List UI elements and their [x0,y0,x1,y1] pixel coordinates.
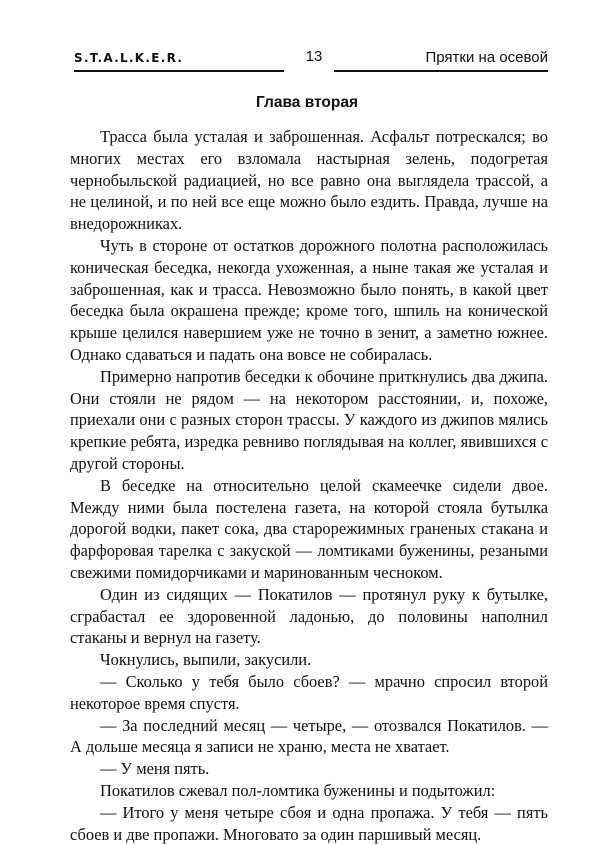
header-rule-left [74,70,284,72]
paragraph: Примерно напротив беседки к обочине приткнулись два джипа. Они стояли не рядом — на некотором расстоянии, и, похоже, приехали они с разных сторон трассы. У каждого из джипов мялись крепкие ребята, изредка ревниво поглядывая на коллег, явившихся с другой стороны. [70,366,548,473]
book-title: Прятки на осевой [425,49,548,66]
running-header [74,48,548,76]
paragraph: — Итого у меня четыре сбоя и одна пропажа. У тебя — пять сбоев и две пропажи. Многовато за один паршивый месяц. [70,802,548,844]
header-rule-right [334,70,548,72]
series-title: S.T.A.L.K.E.R. [74,51,184,65]
paragraph: Чуть в стороне от остатков дорожного полотна расположилась коническая беседка, некогда ухоженная, а ныне такая же усталая и заброшенная, как и трасса. Невозможно было понять, в какой цвет беседка была окрашена прежде; кроме того, шпиль на конической крыше целился навершием уже не точно в зенит, а заметно южнее. Однако сдаваться и падать она вовсе не собиралась. [70,235,548,364]
paragraph: — У меня пять. [100,759,210,779]
paragraph: — За последний месяц — четыре, — отозвался Покатилов. — А дольше месяца я записи не храню, места не хватает. [70,715,548,757]
paragraph: Чокнулись, выпили, закусили. [100,650,312,670]
body-text [70,126,548,845]
paragraph: Покатилов сжевал пол-ломтика буженины и подытожил: [100,780,496,800]
paragraph: В беседке на относительно целой скамеечке сидели двое. Между ними была постелена газета, на которой стояла бутылка дорогой водки, пакет сока, два старорежимных граненых стакана и фарфоровая тарелка с закуской — ломтиками буженины, резаными свежими помидорчиками и маринованным чесноком. [70,475,548,582]
page-number: 13 [305,48,323,65]
paragraph: Трасса была усталая и заброшенная. Асфальт потрескался; во многих местах его взломала настырная зелень, подогретая чернобыльской радиацией, но все равно она выглядела трассой, а не целиной, и по ней все еще можно было ездить. Правда, лучше на внедорожниках. [70,127,548,234]
paragraph: Один из сидящих — Покатилов — протянул руку к бутылке, сграбастал ее здоровенной ладонью, до половины наполнил стаканы и вернул на газету. [70,584,548,648]
paragraph: — Сколько у тебя было сбоев? — мрачно спросил второй некоторое время спустя. [70,671,548,713]
chapter-title: Глава вторая [255,94,359,111]
